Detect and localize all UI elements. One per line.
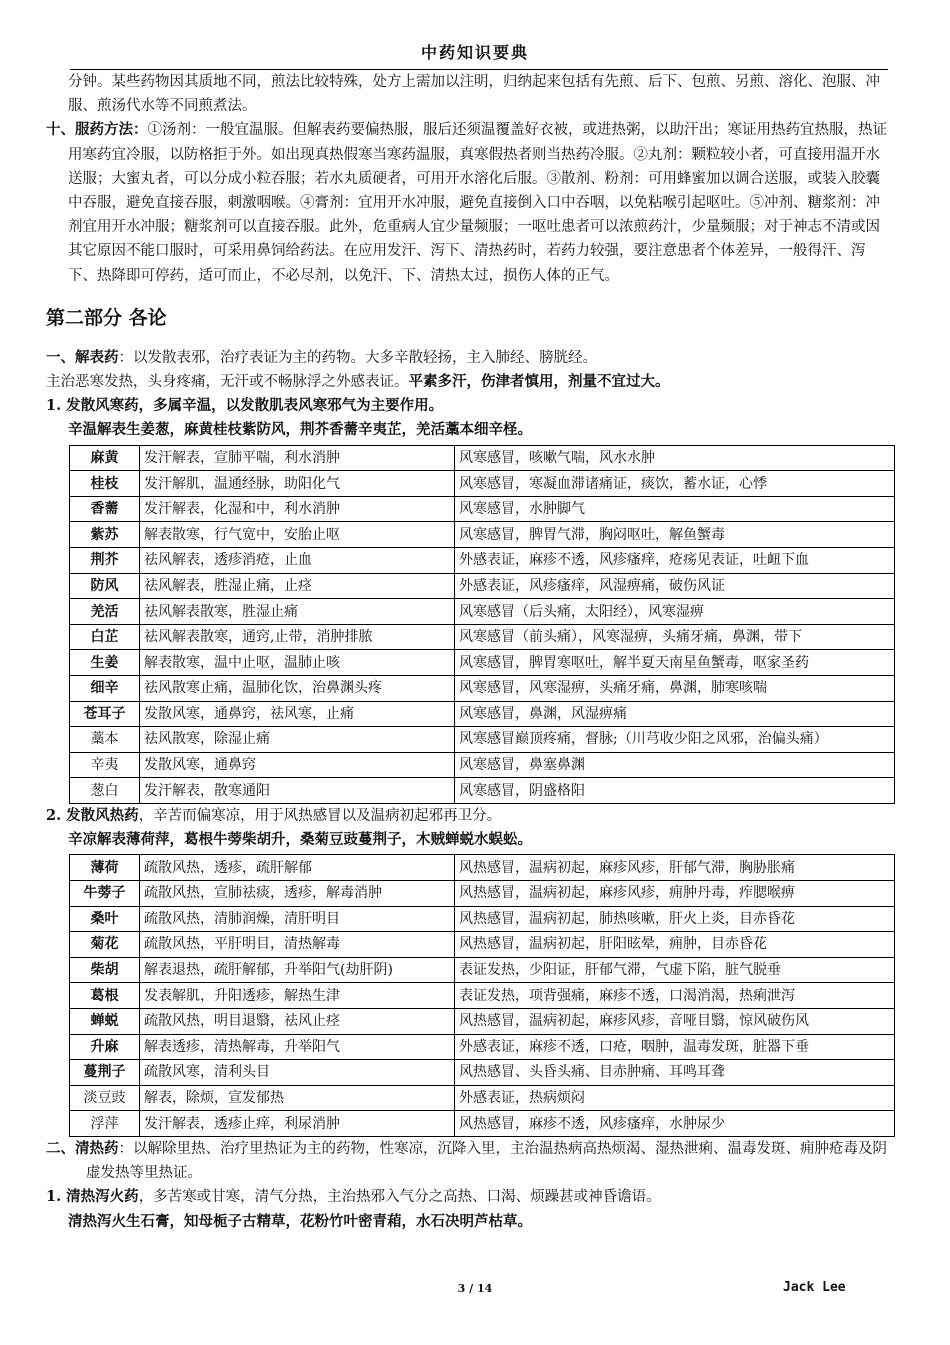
herb-effect-cell: 发散风寒，通鼻窍，祛风寒，止痛 [140,701,455,727]
section-10-text: ①汤剂：一般宜温服。但解表药要偏热服，服后还须温覆盖好衣被，或进热粥，以助汗出；寒证用热药宜热服，热证用寒药宜冷服，以防格拒于外。如出现真热假寒当寒药温服，真寒假热者则当热药冷服。②丸剂：颗粒较小者，可直接用温开水送服；大蜜丸者，可以分成小粒吞服；若水丸质硬者，可用开水溶化后服。③散剂、粉剂：可用蜂蜜加以调合送服，或装入胶囊中吞服，避免直接吞服，刺激咽喉。④膏剂：宜用开水冲服，避免直接倒入口中吞咽，以免粘喉引起呕吐。⑤冲剂、糖浆剂：冲剂宜用开水冲服；糖浆剂可以直接吞服。此外，危重病人宜少量频服；一呕吐患者可以浓煎药汁，少量频服；对于神志不清或因其它原因不能口服时，可采用鼻饲给药法。在应用发汗、泻下、清热药时，若药力较强，要注意患者个体差异，一般得汗、泻下、热降即可停药，适可而止，不必尽剂，以免汗、下、清热太过，损伤人体的正气。 [68,122,887,284]
herb-indication-cell: 风寒感冒，寒凝血滞诸痛证，痰饮，蓄水证，心悸 [455,471,895,497]
herb-name-cell: 蔓荆子 [70,1060,140,1086]
herb-effect-cell: 解表退热，疏肝解郁，升举阳气(劫肝阴) [140,957,455,983]
herb-indication-cell: 风寒感冒，鼻渊，风湿痹痛 [455,701,895,727]
herb-name-cell: 紫苏 [70,522,140,548]
herb-indication-cell: 风热感冒，温病初起，麻疹风疹，肝郁气滞，胸胁胀痛 [455,855,895,881]
herb-effect-cell: 疏散风寒，清利头目 [140,1060,455,1086]
herb-indication-cell: 风寒感冒（前头痛），风寒湿痹，头痛牙痛，鼻渊，带下 [455,624,895,650]
herb-indication-cell: 风热感冒，温病初起，麻疹风疹，痈肿丹毒，痄腮喉痹 [455,880,895,906]
herb-name-cell: 苍耳子 [70,701,140,727]
table-row [70,855,895,881]
table-row [70,1034,895,1060]
herb-name-cell: 葛根 [70,983,140,1009]
herb-name-cell: 羌活 [70,599,140,625]
subsection-1-mnemonic: 辛温解表生姜葱，麻黄桂枝紫防风，荆芥香薷辛夷芷，羌活藁本细辛柽。 [68,421,532,439]
herb-effect-cell: 发汗解表，散寒通阳 [140,778,455,804]
herb-effect-cell: 解表散寒，行气宽中，安胎止呕 [140,522,455,548]
herb-effect-cell: 祛风散寒止痛，温肺化饮，治鼻渊头疼 [140,675,455,701]
herb-name-cell: 细辛 [70,675,140,701]
subsection-2-1-text: ，多苦寒或甘寒，清气分热，主治热邪入气分之高热、口渴、烦躁甚或神昏谵语。 [138,1189,661,1206]
herb-indication-cell: 表证发热，项背强痛，麻疹不透，口渴消渴，热痢泄泻 [455,983,895,1009]
herb-effect-cell: 疏散风热，明目退翳，祛风止痉 [140,1008,455,1034]
table-row [70,496,895,522]
herb-name-cell: 牛蒡子 [70,880,140,906]
herb-effect-cell: 疏散风热，清肺润燥，清肝明目 [140,906,455,932]
subsection-2-1-mnemonic: 清热泻火生石膏，知母栀子古精草，花粉竹叶密青葙，水石决明芦枯草。 [68,1212,532,1230]
table-row [70,727,895,753]
table-row [70,1060,895,1086]
table-row [70,932,895,958]
herb-name-cell: 菊花 [70,932,140,958]
herb-effect-cell: 发散风寒，通鼻窍 [140,752,455,778]
subsection-2-1-label: 1. 清热泻火药 [46,1188,139,1206]
table-row [70,548,895,574]
subsection-2-mnemonic: 辛凉解表薄荷萍，葛根牛蒡柴胡升，桑菊豆豉蔓荆子，木贼蝉蜕水蜈蚣。 [68,831,532,849]
table-row [70,957,895,983]
subsection-2-label: 2. 发散风热药 [46,806,139,824]
section-2-paragraph [46,1137,892,1185]
table-row [70,599,895,625]
page-content [46,70,892,1234]
herb-effect-cell: 祛风解表，透疹消疮，止血 [140,548,455,574]
herb-indication-cell: 风寒感冒，鼻塞鼻渊 [455,752,895,778]
herb-effect-cell: 疏散风热，平肝明目，清热解毒 [140,932,455,958]
herb-effect-cell: 发汗解表，化湿和中，利水消肿 [140,496,455,522]
herb-indication-cell: 风热感冒，温病初起，肝阳眩晕，痈肿，目赤昏花 [455,932,895,958]
section-2-text: ：以解除里热、治疗里热证为主的药物，性寒凉，沉降入里，主治温热病高热烦渴、湿热泄痢、温毒发斑、痈肿疮毒及阴虚发热等里热证。 [86,1140,887,1182]
section-1-intro [46,346,892,370]
page-number: 3 / 14 [457,1282,493,1295]
herb-name-cell: 白芷 [70,624,140,650]
herb-effect-cell: 疏散风热，宣肺祛痰，透疹，解毒消肿 [140,880,455,906]
intro-continuation: 分钟。某些药物因其质地不同，煎法比较特殊，处方上需加以注明，归纳起来包括有先煎、后下、包煎、另煎、溶化、泡服、冲服、煎汤代水等不同煎煮法。 [68,74,880,115]
herb-name-cell: 桑叶 [70,906,140,932]
table-row [70,624,895,650]
table-row [70,675,895,701]
table-row [70,1111,895,1137]
herb-indication-cell: 外感表证，热病烦闷 [455,1085,895,1111]
part-two-title: 第二部分 各论 [46,306,167,329]
herb-indication-cell: 风寒感冒巅顶疼痛，督脉;（川芎收少阳之风邪，治偏头痛） [455,727,895,753]
herb-indication-cell: 风寒感冒，咳嗽气喘，风水水肿 [455,445,895,471]
table-row [70,752,895,778]
subsection-2-1-heading [46,1185,892,1209]
herb-indication-cell: 风热感冒、头昏头痛、目赤肿痛、耳鸣耳聋 [455,1060,895,1086]
table-row [70,701,895,727]
herb-name-cell: 荆芥 [70,548,140,574]
herb-indication-cell: 风寒感冒，水肿脚气 [455,496,895,522]
herb-indication-cell: 风寒感冒（后头痛，太阳经），风寒湿痹 [455,599,895,625]
herb-effect-cell: 祛风散寒，除湿止痛 [140,727,455,753]
wind-cold-herb-table [69,445,895,804]
herb-name-cell: 麻黄 [70,445,140,471]
herb-indication-cell: 风寒感冒，脾胃气滞，胸闷呕吐，解鱼蟹毒 [455,522,895,548]
herb-indication-cell: 风寒感冒，风寒湿痹，头痛牙痛，鼻渊，肺寒咳喘 [455,675,895,701]
subsection-1-heading: 1. 发散风寒药，多属辛温，以发散肌表风寒邪气为主要作用。 [46,397,444,415]
herb-effect-cell: 发汗解表，透疹止痒，利尿消肿 [140,1111,455,1137]
herb-effect-cell: 解表透疹，清热解毒，升举阳气 [140,1034,455,1060]
table-row [70,650,895,676]
section-10-label: 十、服药方法： [46,121,148,139]
herb-indication-cell: 外感表证，麻疹不透，口疮，咽肿，温毒发斑，脏器下垂 [455,1034,895,1060]
herb-name-cell: 防风 [70,573,140,599]
section-1-detail-text: 主治恶寒发热，头身疼痛，无汗或不畅脉浮之外感表证。 [46,374,409,391]
table-row [70,445,895,471]
herb-indication-cell: 外感表证，麻疹不透，风疹瘙痒，疮疡见表证，吐衄下血 [455,548,895,574]
herb-effect-cell: 发汗解表，宣肺平喘，利水消肿 [140,445,455,471]
section-10-paragraph [46,118,892,287]
herb-indication-cell: 外感表证，风疹瘙痒，风湿痹痛，破伤风证 [455,573,895,599]
wind-heat-herb-table [69,854,895,1137]
herb-name-cell: 藁本 [70,727,140,753]
herb-indication-cell: 风寒感冒，阴盛格阳 [455,778,895,804]
table-row [70,906,895,932]
herb-name-cell: 香薷 [70,496,140,522]
herb-name-cell: 桂枝 [70,471,140,497]
herb-effect-cell: 祛风解表散寒，通窍,止带，消肿排脓 [140,624,455,650]
table-row [70,880,895,906]
herb-name-cell: 辛夷 [70,752,140,778]
herb-indication-cell: 风热感冒，麻疹不透，风疹瘙痒，水肿尿少 [455,1111,895,1137]
herb-effect-cell: 祛风解表，胜湿止痛，止痉 [140,573,455,599]
table-row [70,1085,895,1111]
page-header-title: 中药知识要典 [420,43,529,62]
herb-indication-cell: 表证发热，少阳证，肝郁气滞，气虚下陷，脏气脱垂 [455,957,895,983]
herb-effect-cell: 发汗解肌，温通经脉，助阳化气 [140,471,455,497]
section-1-text: ：以发散表邪，治疗表证为主的药物。大多辛散轻扬，主入肺经、膀胱经。 [118,349,597,366]
herb-effect-cell: 解表，除烦，宣发郁热 [140,1085,455,1111]
herb-name-cell: 柴胡 [70,957,140,983]
subsection-2-text: ，辛苦而偏寒凉，用于风热感冒以及温病初起邪再卫分。 [138,807,502,824]
table-row [70,778,895,804]
herb-indication-cell: 风寒感冒，脾胃寒呕吐，解半夏天南星鱼蟹毒，呕家圣药 [455,650,895,676]
herb-effect-cell: 疏散风热，透疹，疏肝解郁 [140,855,455,881]
section-2-label: 二、清热药 [46,1139,119,1157]
herb-name-cell: 浮萍 [70,1111,140,1137]
herb-name-cell: 葱白 [70,778,140,804]
footer-author: Jack Lee [783,1280,846,1295]
herb-name-cell: 淡豆豉 [70,1085,140,1111]
herb-indication-cell: 风热感冒，温病初起，肺热咳嗽，肝火上炎，目赤昏花 [455,906,895,932]
herb-indication-cell: 风热感冒，温病初起，麻疹风疹，音哑目翳，惊风破伤风 [455,1008,895,1034]
herb-effect-cell: 祛风解表散寒，胜湿止痛 [140,599,455,625]
table-row [70,471,895,497]
section-1-label: 一、解表药 [46,348,119,366]
subsection-2-heading [46,804,892,828]
herb-effect-cell: 发表解肌，升阳透疹，解热生津 [140,983,455,1009]
table-row [70,1008,895,1034]
table-row [70,522,895,548]
table-row [70,983,895,1009]
herb-name-cell: 升麻 [70,1034,140,1060]
herb-name-cell: 生姜 [70,650,140,676]
section-1-caution: 平素多汗，伤津者慎用，剂量不宜过大。 [408,373,670,391]
herb-effect-cell: 解表散寒，温中止呕，温肺止咳 [140,650,455,676]
table-row [70,573,895,599]
herb-name-cell: 蝉蜕 [70,1008,140,1034]
section-1-detail [46,370,892,394]
herb-name-cell: 薄荷 [70,855,140,881]
